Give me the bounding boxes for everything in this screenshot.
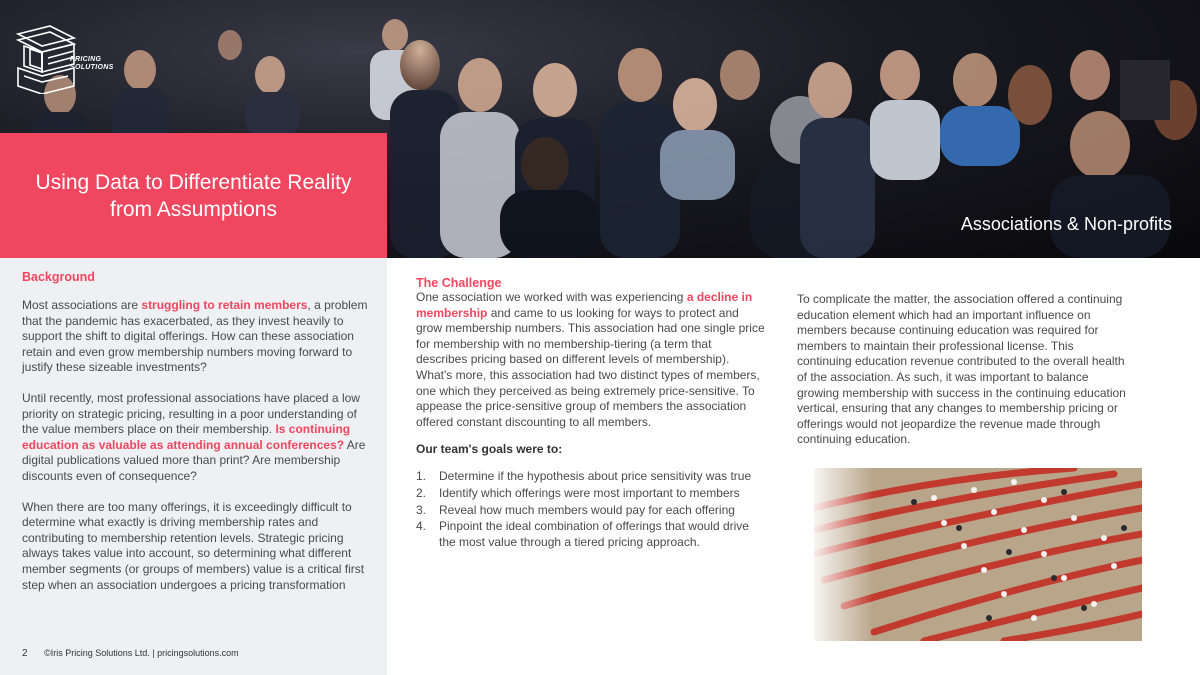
page-title: Using Data to Differentiate Reality from Assumptions: [35, 170, 352, 221]
complication-section: [797, 292, 1127, 448]
footer: [22, 648, 239, 659]
page-number: 2: [22, 648, 28, 659]
background-paragraph-3: When there are too many offerings, it is exceedingly difficult to determine what exactly is driving membership rates and contributing to membership retention levels. Strategic pricing always takes value into account, so determining what different member segments (or groups of members) value is a critical first step when an association undergoes a pricing transformation: [22, 499, 365, 592]
conference-hall-photo: [814, 468, 1142, 641]
challenge-section: [416, 276, 766, 551]
challenge-heading: The Challenge: [416, 276, 502, 290]
goals-heading: Our team's goals were to:: [416, 442, 563, 457]
list-item: 4. Pinpoint the ideal combination of offerings that would drive the most value through a tiered pricing approach.: [416, 519, 749, 549]
goals-list: [416, 469, 766, 550]
challenge-paragraph: One association we worked with was experiencing a decline in membership and came to us looking for ways to protect and grow membership numbers. This association had one single price for membership with no membership-tiering (a term that describes pricing based on different levels of membership). What's more, this association had two distinct types of members, one which they perceived as being extremely price-sensitive. To appease the price-sensitive group of members the association offered constant discounting to all members.: [416, 290, 765, 429]
sector-label: Associations & Non-profits: [960, 214, 1172, 234]
list-item: 1. Determine if the hypothesis about price sensitivity was true: [416, 469, 752, 484]
background-heading: Background: [22, 270, 95, 284]
background-paragraph-2: Until recently, most professional associations have placed a low priority on strategic pricing, resulting in a poor understanding of the value members place on their membership. Is continuing education as valuable as attending annual conferences? Are digital publications valued more than print? Are membership discounts even of consequence?: [22, 390, 366, 483]
background-panel: [0, 258, 387, 675]
logo-wordmark: PRICING SOLUTIONS: [70, 56, 114, 71]
list-item: 3. Reveal how much members would pay for each offering: [416, 502, 735, 517]
conference-seating-illustration: [814, 468, 1142, 641]
complication-paragraph: To complicate the matter, the association offered a continuing education element which had an important influence on members because continuing education was required for members to maintain their professional license. This continuing education revenue contributed to the overall health of the association. As such, it was important to balance growing membership with success in the continuing education vertical, ensuring that any changes to membership pricing or offerings would not jeopardize the revenue made through continuing education.: [797, 292, 1126, 447]
list-item: 2. Identify which offerings were most important to members: [416, 485, 740, 500]
background-paragraph-1: Most associations are struggling to retain members, a problem that the pandemic has exacerbated, as they invest heavily to support the shift to digital offerings. How can these association retain and even grow membership numbers moving forward to justify these sizeable investments?: [22, 298, 368, 375]
copyright-text: ©Iris Pricing Solutions Ltd. | pricingsolutions.com: [44, 648, 239, 658]
title-banner: [0, 133, 387, 258]
